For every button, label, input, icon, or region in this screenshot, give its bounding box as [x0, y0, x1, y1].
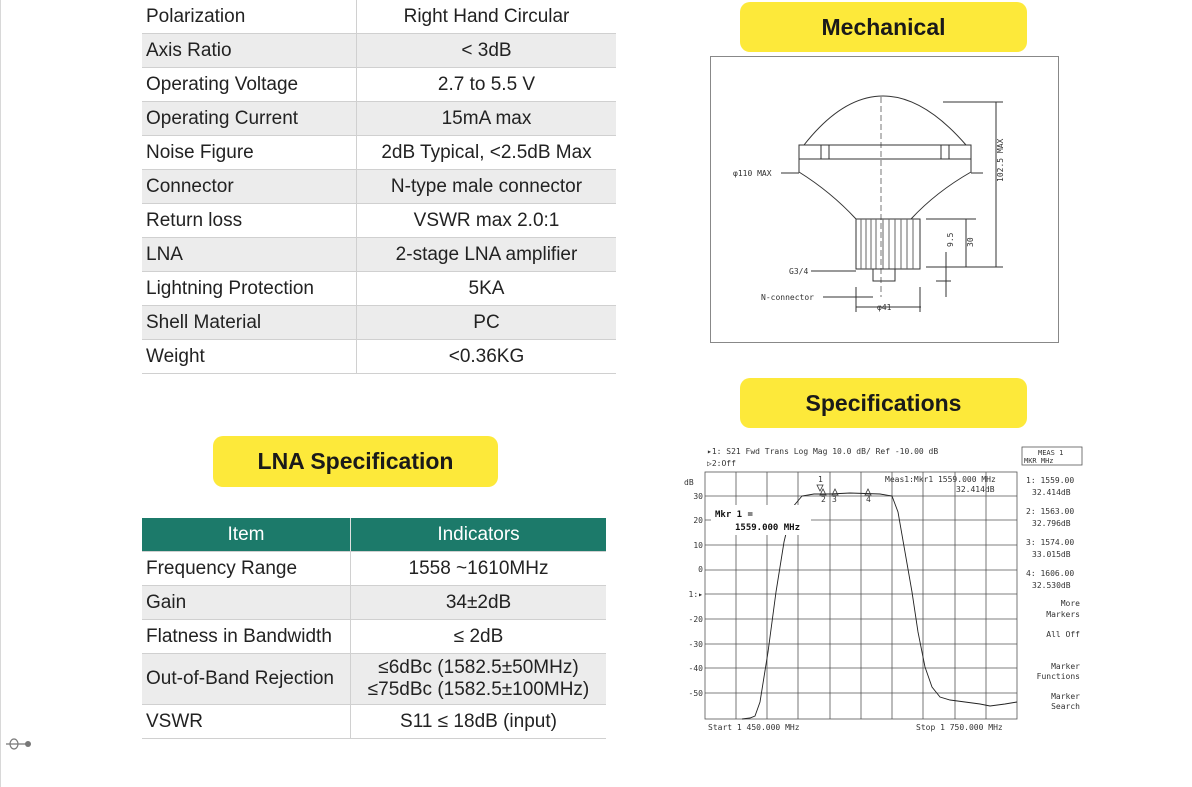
table-row [142, 654, 606, 705]
lna-label: Frequency Range [142, 552, 351, 586]
lna-spec-table [142, 518, 606, 739]
sa-ytick: -40 [688, 664, 703, 673]
lna-value: ≤6dBc (1582.5±50MHz) [378, 657, 579, 678]
sa-ytick: -30 [688, 640, 703, 649]
table-row [142, 102, 616, 136]
spec-label: Weight [142, 340, 357, 374]
table-row [142, 136, 616, 170]
sa-marker-freq: 4: 1606.00 [1026, 569, 1075, 578]
lna-value: 1558 ~1610MHz [351, 552, 607, 586]
sa-ytick: 0 [698, 565, 703, 574]
spec-value: 2-stage LNA amplifier [357, 238, 617, 272]
column-header-item: Item [142, 518, 351, 552]
table-row [142, 620, 606, 654]
lna-label: Out-of-Band Rejection [142, 654, 351, 705]
anchor-pin-glyph [4, 738, 32, 750]
sa-ytick: -20 [688, 615, 703, 624]
table-row [142, 705, 606, 739]
table-row [142, 272, 616, 306]
spec-label: Shell Material [142, 306, 357, 340]
sa-marker-val: 33.015dB [1032, 550, 1071, 559]
dim-thread: G3/4 [789, 267, 809, 276]
spec-label: Lightning Protection [142, 272, 357, 306]
spec-value: 5KA [357, 272, 617, 306]
spec-label: LNA [142, 238, 357, 272]
mechanical-heading: Mechanical [740, 2, 1027, 52]
spec-label: Return loss [142, 204, 357, 238]
sa-side-title: MEAS 1 [1038, 449, 1064, 457]
spec-value: 2dB Typical, <2.5dB Max [357, 136, 617, 170]
sa-marker-val: 32.530dB [1032, 581, 1071, 590]
sa-softkey: More [1060, 599, 1080, 608]
table-row [142, 306, 616, 340]
sa-marker-val: 32.414dB [1032, 488, 1071, 497]
table-row [142, 586, 606, 620]
sa-start: Start 1 450.000 MHz [708, 723, 800, 732]
sa-header-2: ▷2:Off [707, 459, 736, 468]
sa-marker-label: 2 [821, 495, 826, 504]
dim-30: 30 [966, 237, 975, 247]
lna-value: S11 ≤ 18dB (input) [351, 705, 607, 739]
sa-softkey: Search [1051, 702, 1080, 711]
lna-value: ≤75dBc (1582.5±100MHz) [367, 679, 590, 700]
antenna-drawing [711, 57, 1058, 342]
sa-mkr-label: Mkr 1 = [715, 510, 753, 520]
spec-value: Right Hand Circular [357, 0, 617, 34]
sa-marker-val: 32.796dB [1032, 519, 1071, 528]
dim-9-5: 9.5 [946, 232, 955, 247]
spec-label: Connector [142, 170, 357, 204]
dim-base: φ41 [877, 303, 892, 312]
lna-value: ≤ 2dB [351, 620, 607, 654]
sa-ytick: 10 [693, 541, 703, 550]
dim-diameter: φ110 MAX [733, 169, 772, 178]
sa-marker-label: 3 [832, 495, 837, 504]
table-row [142, 552, 606, 586]
table-row [142, 204, 616, 238]
table-row [142, 34, 616, 68]
sa-mkr-value: 1559.000 MHz [735, 523, 801, 533]
specifications-heading: Specifications [740, 378, 1027, 428]
mechanical-drawing [710, 56, 1059, 343]
sa-db-unit: dB [684, 478, 694, 487]
sa-side-subtitle: MKR MHz [1024, 457, 1054, 465]
table-row [142, 340, 616, 374]
spec-value: < 3dB [357, 34, 617, 68]
network-analyzer-plot [680, 442, 1090, 734]
sa-ytick: 30 [693, 492, 703, 501]
column-header-indicators: Indicators [351, 518, 607, 552]
lna-label: Flatness in Bandwidth [142, 620, 351, 654]
lna-value-multiline [351, 654, 607, 705]
sa-softkey: All Off [1046, 630, 1080, 639]
lna-label: VSWR [142, 705, 351, 739]
anchor-pin-icon[interactable] [4, 737, 32, 753]
spec-label: Axis Ratio [142, 34, 357, 68]
sa-softkey: Functions [1036, 672, 1080, 681]
dim-height: 102.5 MAX [996, 138, 1005, 182]
sa-softkey: Marker [1051, 692, 1080, 701]
table-row [142, 68, 616, 102]
spec-value: VSWR max 2.0:1 [357, 204, 617, 238]
table-header-row [142, 518, 606, 552]
sa-softkey: Marker [1051, 662, 1080, 671]
spec-label: Noise Figure [142, 136, 357, 170]
spec-value: <0.36KG [357, 340, 617, 374]
spec-value: PC [357, 306, 617, 340]
sa-marker-freq: 3: 1574.00 [1026, 538, 1075, 547]
sa-ytick: 20 [693, 516, 703, 525]
spec-value: 2.7 to 5.5 V [357, 68, 617, 102]
page-left-border [0, 0, 1, 787]
table-row [142, 170, 616, 204]
sa-meas: Meas1:Mkr1 1559.000 MHz [885, 475, 996, 484]
table-row [142, 0, 616, 34]
sa-ytick: -50 [688, 689, 703, 698]
sa-stop: Stop 1 750.000 MHz [916, 723, 1003, 732]
spec-label: Operating Voltage [142, 68, 357, 102]
sa-marker-label: 1 [818, 475, 823, 484]
spec-value: 15mA max [357, 102, 617, 136]
table-row [142, 238, 616, 272]
rim [799, 145, 971, 159]
dome-outline [804, 96, 966, 145]
dim-connector: N-connector [761, 293, 814, 302]
lna-label: Gain [142, 586, 351, 620]
lna-value: 34±2dB [351, 586, 607, 620]
sa-marker-freq: 1: 1559.00 [1026, 476, 1075, 485]
sa-marker-label: 4 [866, 495, 871, 504]
antenna-spec-table [142, 0, 616, 374]
sa-header-1: ▸1: S21 Fwd Trans Log Mag 10.0 dB/ Ref -10.00 dB [707, 447, 939, 456]
sa-meas-val: 32.414dB [956, 485, 995, 494]
lna-spec-heading: LNA Specification [213, 436, 498, 487]
body-outline [799, 159, 971, 219]
sa-marker-freq: 2: 1563.00 [1026, 507, 1075, 516]
spec-label: Operating Current [142, 102, 357, 136]
spec-value: N-type male connector [357, 170, 617, 204]
sa-softkey: Markers [1046, 610, 1080, 619]
sa-ytick: 1:▸ [688, 590, 703, 599]
spec-label: Polarization [142, 0, 357, 34]
